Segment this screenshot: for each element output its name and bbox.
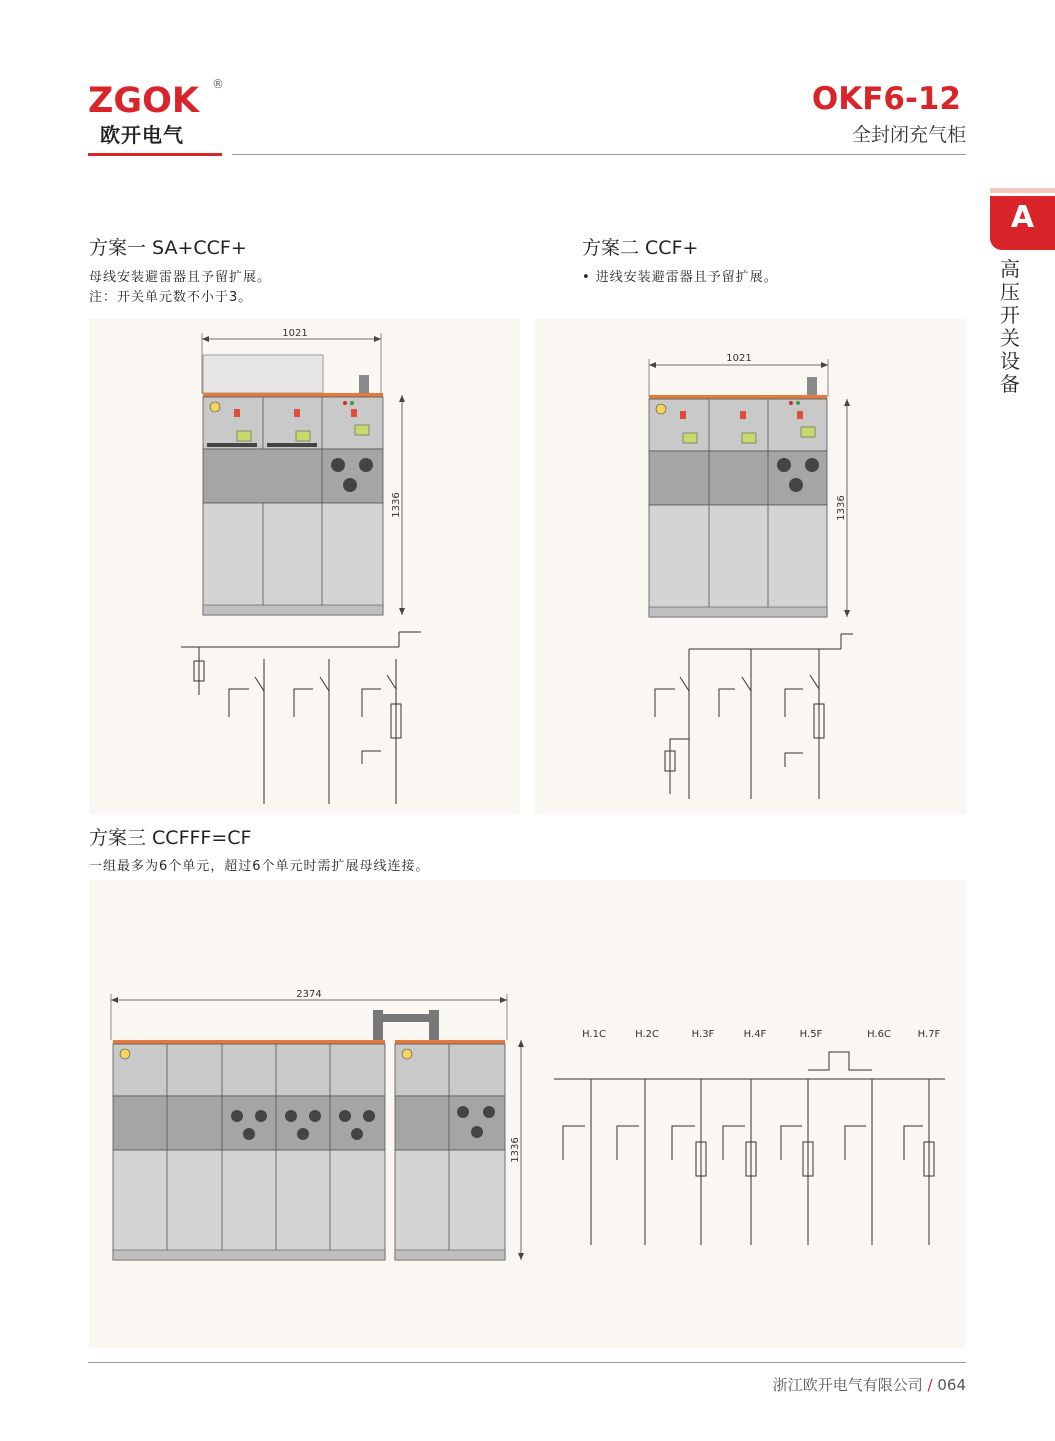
scheme2-panel	[535, 319, 966, 814]
circuit-label: H.2C	[635, 1029, 659, 1040]
scheme3-width-dim: 2374	[296, 989, 322, 1000]
scheme2-width-dim: 1021	[726, 353, 752, 364]
company-logo: ZGOK	[88, 81, 199, 121]
registered-mark: ®	[212, 77, 224, 91]
scheme3-height-dim: 1336	[510, 1137, 521, 1163]
scheme2-desc: • 进线安装避雷器且予留扩展。	[582, 270, 778, 285]
product-model: OKF6-12	[811, 81, 961, 117]
header-accent-line	[88, 153, 222, 156]
scheme2-height-dim: 1336	[836, 495, 847, 521]
scheme1-desc: 母线安装避雷器且予留扩展。	[89, 270, 272, 285]
side-tab-bar	[990, 188, 1055, 193]
circuit-label: H.1C	[582, 1029, 606, 1040]
footer-divider	[88, 1362, 966, 1363]
scheme3-panel	[89, 880, 966, 1348]
company-name-logo: 欧开电气	[100, 123, 184, 147]
scheme1-note: 注：开关单元数不小于3。	[89, 290, 253, 305]
scheme1-drawing	[89, 319, 520, 814]
footer-company: 浙江欧开电气有限公司	[772, 1376, 923, 1394]
page-number: 064	[937, 1376, 966, 1394]
scheme1-width-dim: 1021	[282, 328, 308, 339]
footer-slash: /	[927, 1376, 933, 1394]
footer	[773, 1374, 966, 1395]
scheme3-title: 方案三 CCFFF=CF	[89, 827, 252, 849]
scheme2-drawing	[535, 319, 966, 814]
header-divider	[232, 154, 966, 155]
section-tab: A	[990, 196, 1055, 250]
circuit-label: H.4F	[743, 1029, 767, 1040]
circuit-label: H.7F	[917, 1029, 941, 1040]
circuit-label: H.3F	[691, 1029, 715, 1040]
scheme3-drawing	[89, 880, 966, 1348]
circuit-label: H.5F	[799, 1029, 823, 1040]
scheme1-panel	[89, 319, 520, 814]
circuit-label: H.6C	[867, 1029, 891, 1040]
scheme1-title: 方案一 SA+CCF+	[89, 237, 247, 259]
scheme3-desc: 一组最多为6个单元，超过6个单元时需扩展母线连接。	[89, 859, 430, 874]
product-subtitle: 全封闭充气柜	[851, 124, 966, 146]
scheme2-title: 方案二 CCF+	[582, 237, 699, 259]
scheme1-height-dim: 1336	[391, 492, 402, 518]
section-tab-label: 高压开关设备	[1000, 257, 1020, 396]
